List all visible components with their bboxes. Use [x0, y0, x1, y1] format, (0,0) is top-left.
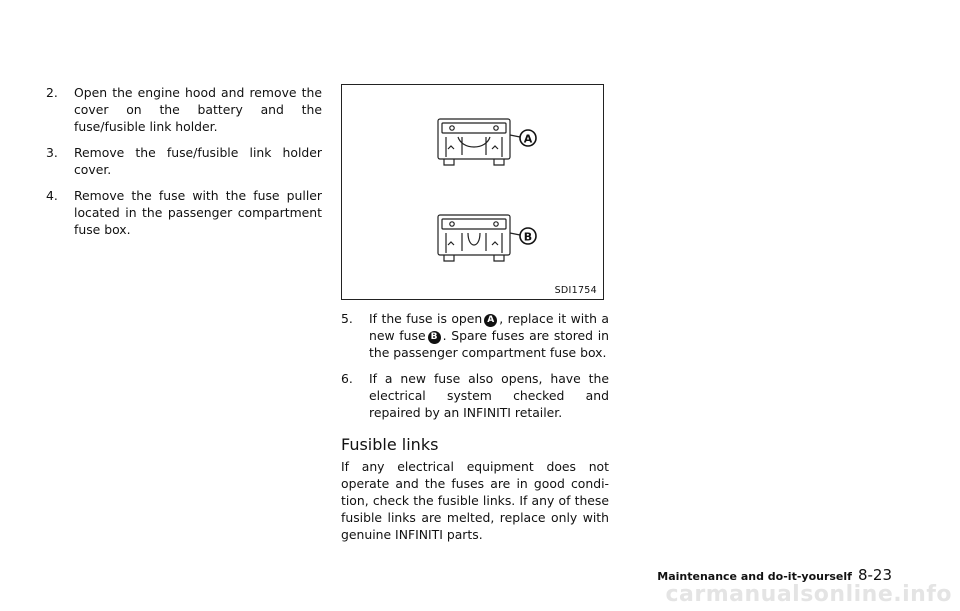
step-4 [46, 187, 322, 238]
step-text: Open the engine hood and remove the cover on the battery and the fuse/fusible link holder. [74, 85, 322, 134]
page-number: 8-23 [857, 566, 892, 584]
step-text: Remove the fuse with the fuse puller located in the passenger compartment fuse box. [74, 188, 322, 237]
step-text: Remove the fuse/fusible link holder cover. [74, 145, 322, 177]
figure-code: SDI1754 [554, 285, 597, 296]
marker-a-icon: A [484, 314, 497, 327]
fuse-illustration [342, 85, 603, 299]
footer-section-label: Maintenance and do-it-yourself [657, 570, 852, 583]
step-2 [46, 84, 322, 135]
fuse-figure [341, 84, 604, 300]
step-number: 3. [46, 145, 58, 160]
step-number: 4. [46, 188, 58, 203]
step-text-mid: , replace it with a new fuse [369, 311, 609, 343]
right-column [341, 84, 609, 543]
step-text-post: . Spare fuses are stored in the passenger compartment fuse box. [369, 328, 610, 360]
watermark: carmanualsonline.info [665, 582, 952, 607]
step-text: If a new fuse also opens, have the electrical system checked and repaired by an INFINITI retailer. [369, 371, 609, 420]
label-a: A [523, 132, 533, 146]
marker-b-icon: B [428, 331, 441, 344]
step-text-pre: If the fuse is open [369, 311, 483, 326]
step-6 [341, 370, 609, 421]
step-3 [46, 144, 322, 178]
label-b-marker [520, 228, 536, 244]
step-number: 6. [341, 371, 353, 386]
section-body: If any electrical equipment does not operate and the fuses are in good condi- tion, check the fusible links. If any of these fusible links are melted, replace only with genuine INFINITI parts. [341, 459, 609, 542]
left-column [46, 84, 322, 247]
step-number: 5. [341, 311, 353, 326]
step-number: 2. [46, 85, 58, 100]
fuse-b-drawing [438, 215, 520, 261]
step-5 [341, 310, 609, 361]
label-a-marker [520, 130, 536, 146]
fuse-a-drawing [438, 119, 520, 165]
label-b: B [523, 230, 533, 244]
section-title: Fusible links [341, 435, 439, 454]
